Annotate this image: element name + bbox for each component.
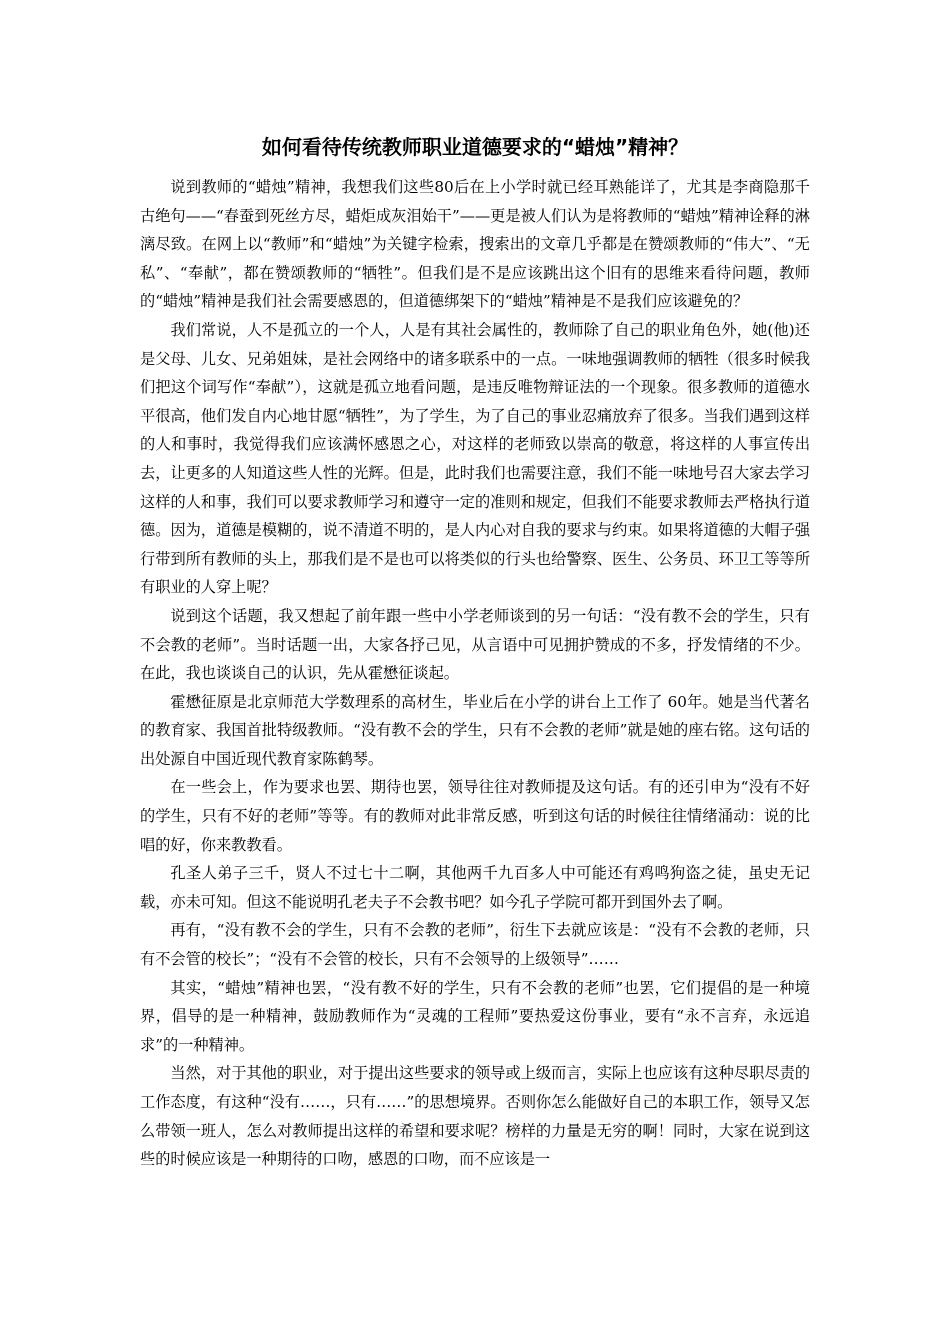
document-title: 如何看待传统教师职业道德要求的“蜡烛”精神？ (261, 135, 689, 159)
paragraph: 说到这个话题，我又想起了前年跟一些中小学老师谈到的另一句话：“没有教不会的学生，只有不会教的老师”。当时话题一出，大家各抒己见，从言语中可见拥护赞成的不多，抒发情绪的不少。在此，我也谈谈自己的认识，先从霍懋征谈起。 (140, 606, 810, 683)
paragraph: 当然，对于其他的职业，对于提出这些要求的领导或上级而言，实际上也应该有这种尽职尽责的工作态度，有这种“没有……，只有……”的思想境界。否则你怎么能做好自己的本职工作，领导又怎么带领一班人，怎么对教师提出这样的希望和要求呢？榜样的力量是无穷的啊！同时，大家在说到这些的时候应该是一种期待的口吻，感恩的口吻，而不应该是一 (140, 1064, 810, 1169)
paragraph: 霍懋征原是北京师范大学数理系的高材生，毕业后在小学的讲台上工作了 60年。她是当代著名的教育家、我国首批特级教师。“没有教不会的学生，只有不会教的老师”就是她的座右铭。这句话的出处源自中国近现代教育家陈鹤琴。 (140, 692, 810, 768)
paragraph: 说到教师的“蜡烛”精神，我想我们这些80后在上小学时就已经耳熟能详了，尤其是李商隐那千古绝句——“春蚕到死丝方尽，蜡炬成灰泪始干”——更是被人们认为是将教师的“蜡烛”精神诠释的淋漓尽致。在网上以“教师”和“蜡烛”为关键字检索，搜索出的文章几乎都是在赞颂教师的“伟大”、“无私”、“奉献”，都在赞颂教师的“牺牲”。但我们是不是应该跳出这个旧有的思维来看待问题，教师的“蜡烛”精神是我们社会需要感恩的，但道德绑架下的“蜡烛”精神是不是我们应该避免的？ (140, 178, 810, 311)
paragraph: 我们常说，人不是孤立的一个人，人是有其社会属性的，教师除了自己的职业角色外，她(他)还是父母、儿女、兄弟姐妹，是社会网络中的诸多联系中的一点。一味地强调教师的牺牲（很多时候我们把这个词写作“奉献”），这就是孤立地看问题，是违反唯物辩证法的一个现象。很多教师的道德水平很高，他们发自内心地甘愿“牺牲”，为了学生，为了自己的事业忍痛放弃了很多。当我们遇到这样的人和事时，我觉得我们应该满怀感恩之心，对这样的老师致以崇高的敬意，将这样的人事宣传出去，让更多的人知道这些人性的光辉。但是，此时我们也需要注意，我们不能一味地号召大家去学习这样的人和事，我们可以要求教师学习和遵守一定的准则和规定，但我们不能要求教师去严格执行道德。因为，道德是模糊的，说不清道不明的，是人内心对自我的要求与约束。如果将道德的大帽子强行带到所有教师的头上，那我们是不是也可以将类似的行头也给警察、医生、公务员、环卫工等等所有职业的人穿上呢？ (140, 320, 810, 597)
paragraph: 再有，“没有教不会的学生，只有不会教的老师”，衍生下去就应该是：“没有不会教的老师，只有不会管的校长”；“没有不会管的校长，只有不会领导的上级领导”…… (140, 921, 810, 969)
paragraph: 在一些会上，作为要求也罢、期待也罢，领导往往对教师提及这句话。有的还引申为“没有不好的学生，只有不好的老师”等等。有的教师对此非常反感，听到这句话的时候往往情绪涌动：说的比唱的好，你来教教看。 (140, 778, 810, 854)
document-body (140, 173, 810, 1174)
paragraph: 其实，“蜡烛”精神也罢，“没有教不好的学生，只有不会教的老师”也罢，它们提倡的是一种境界，倡导的是一种精神，鼓励教师作为“灵魂的工程师”要热爱这份事业，要有“永不言弃，永远追求”的一种精神。 (140, 978, 810, 1054)
paragraph: 孔圣人弟子三千，贤人不过七十二啊，其他两千九百多人中可能还有鸡鸣狗盗之徒，虽史无记载，亦未可知。但这不能说明孔老夫子不会教书吧？如今孔子学院可都开到国外去了啊。 (140, 864, 810, 911)
